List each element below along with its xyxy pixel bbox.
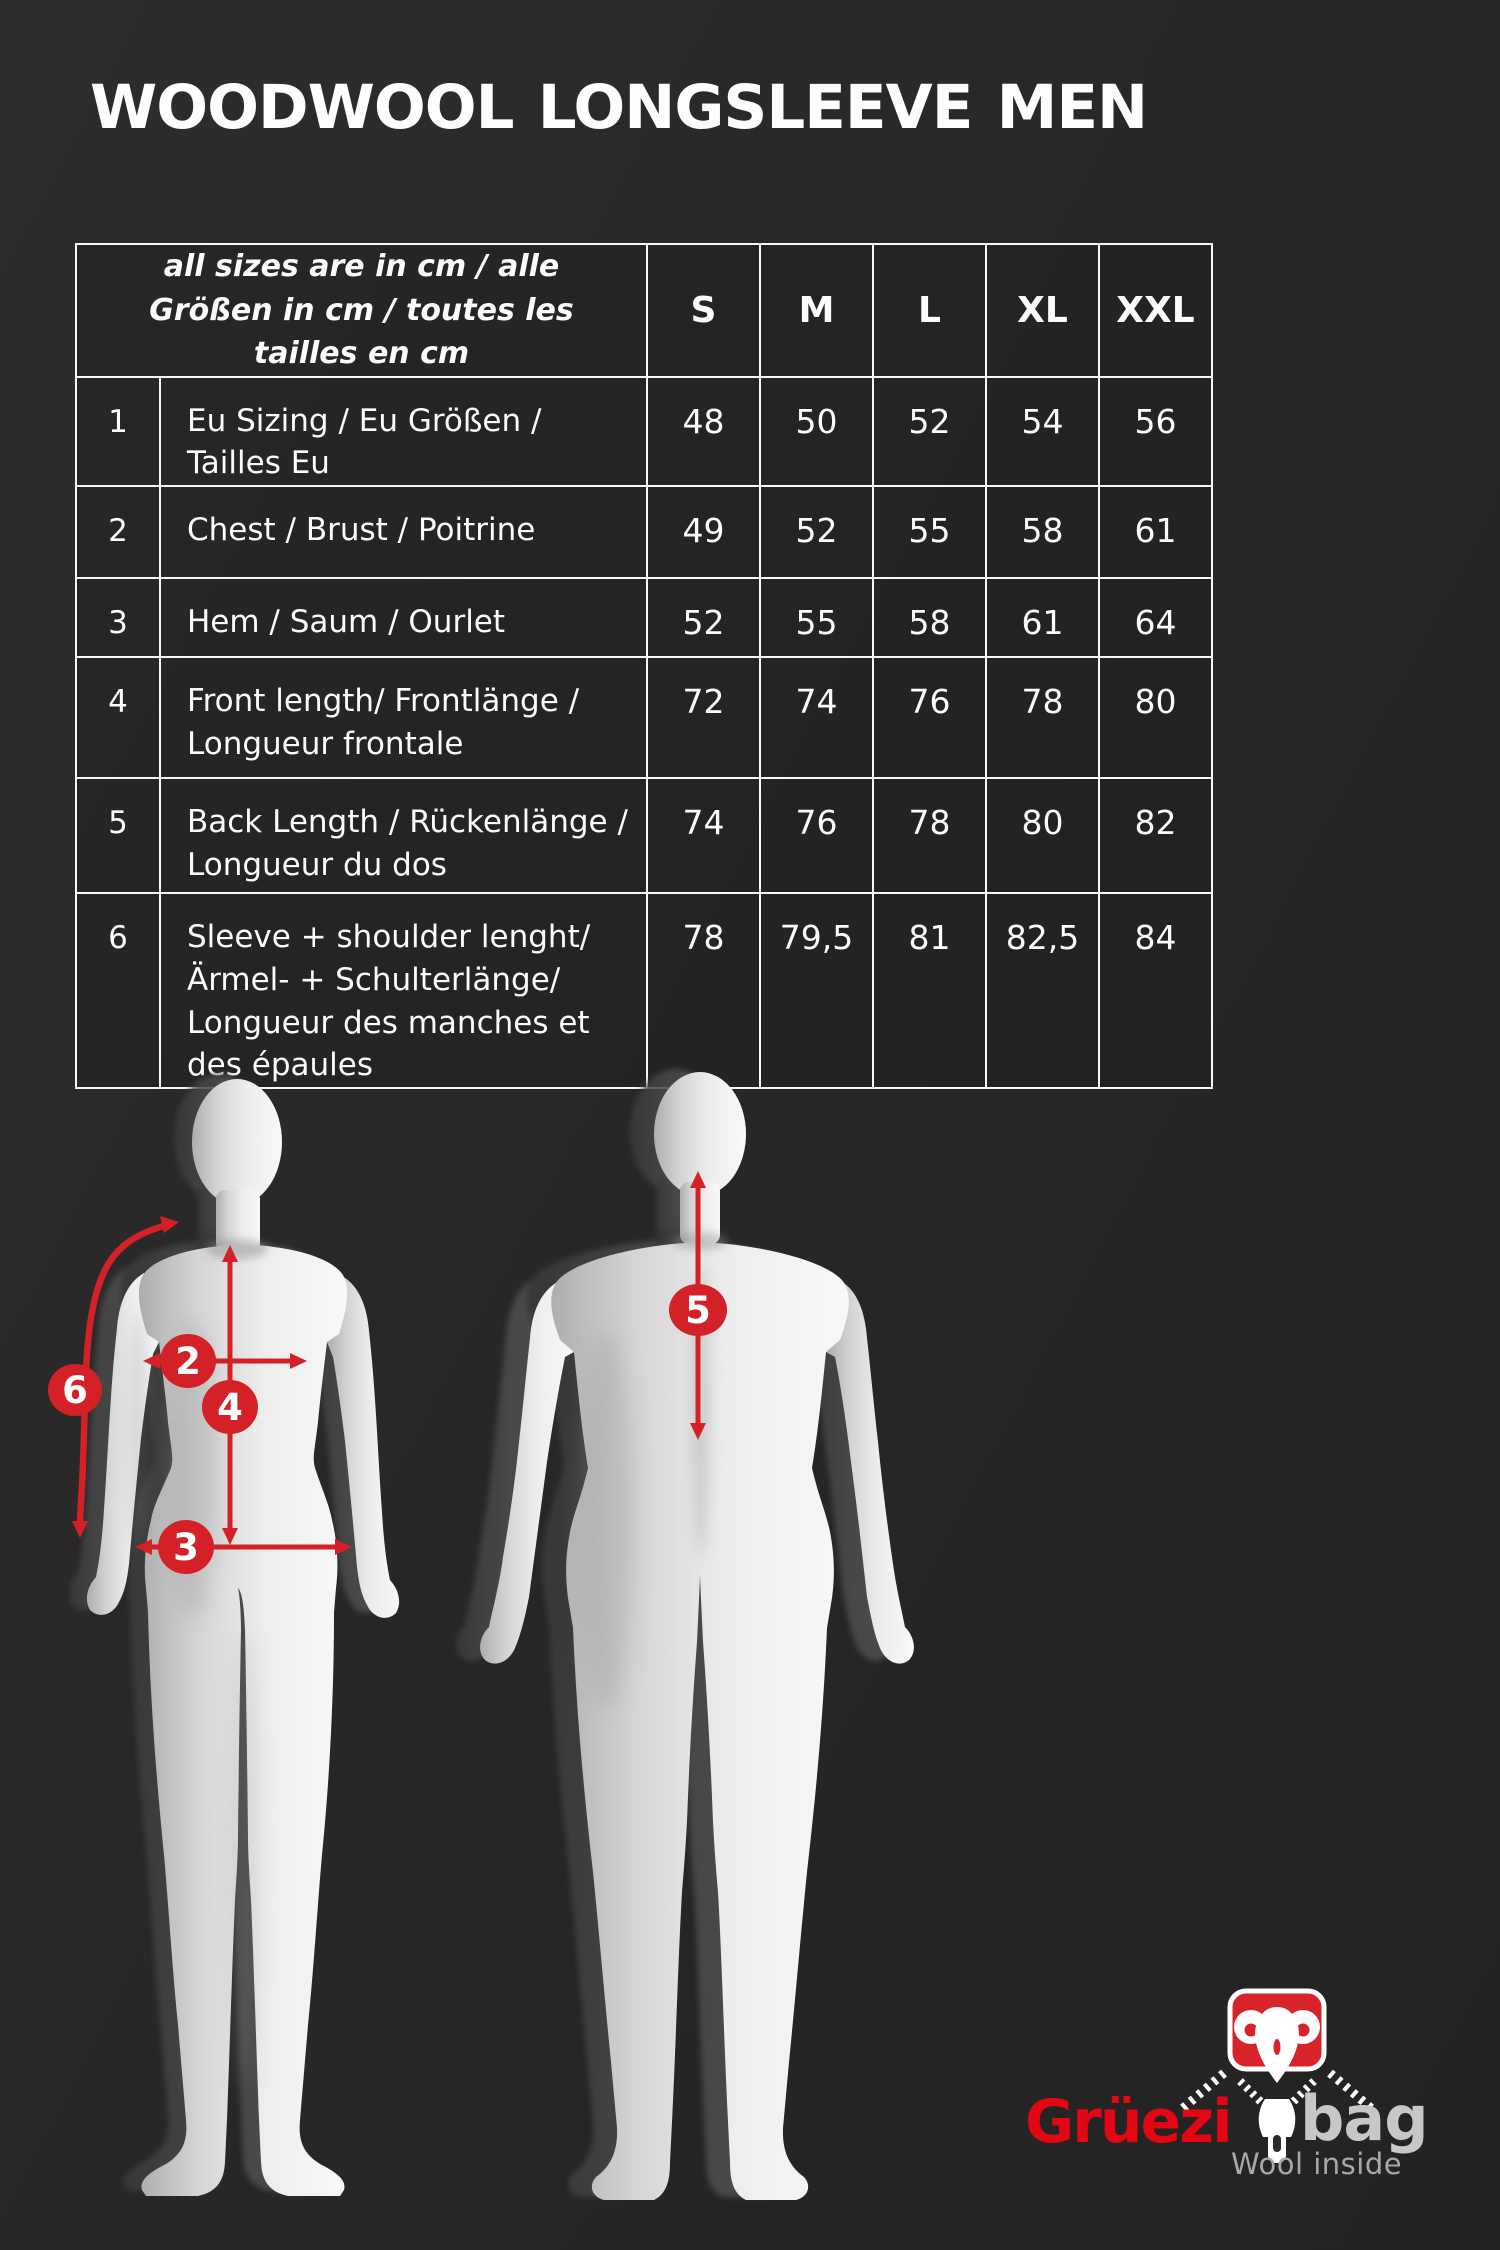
units-note: all sizes are in cm / alle Größen in cm / toutes les tailles en cm <box>76 244 647 377</box>
size-value: 74 <box>760 657 873 778</box>
table-row <box>76 578 1212 657</box>
table-row <box>76 377 1212 487</box>
row-label: Chest / Brust / Poitrine <box>160 486 647 578</box>
size-value: 52 <box>873 377 986 487</box>
size-value: 80 <box>1099 657 1212 778</box>
size-value: 61 <box>986 578 1099 657</box>
size-col-header-xxl: XXL <box>1099 244 1212 377</box>
size-value: 82,5 <box>986 893 1099 1088</box>
page-title: WOODWOOL LONGSLEEVE MEN <box>90 72 1148 143</box>
marker-chest <box>160 1334 216 1388</box>
marker-back-length-label: 5 <box>685 1289 711 1332</box>
size-value: 58 <box>986 486 1099 578</box>
mannequin-back <box>456 1069 914 2200</box>
row-number: 6 <box>76 893 160 1088</box>
size-value: 81 <box>873 893 986 1088</box>
logo-brand-red: Grüezi <box>1025 2087 1231 2157</box>
row-number: 2 <box>76 486 160 578</box>
row-number: 1 <box>76 377 160 487</box>
table-row <box>76 486 1212 578</box>
table-row <box>76 657 1212 778</box>
measurement-diagram <box>40 1040 960 2220</box>
size-value: 78 <box>986 657 1099 778</box>
size-col-header-l: L <box>873 244 986 377</box>
size-value: 56 <box>1099 377 1212 487</box>
row-label: Eu Sizing / Eu Größen / Tailles Eu <box>160 377 647 487</box>
marker-front-length-label: 4 <box>217 1386 243 1429</box>
size-col-header-s: S <box>647 244 760 377</box>
size-value: 55 <box>873 486 986 578</box>
size-value: 82 <box>1099 778 1212 893</box>
logo-brand-gray: bag <box>1300 2082 1428 2155</box>
size-value: 76 <box>760 778 873 893</box>
size-value: 78 <box>873 778 986 893</box>
marker-sleeve <box>48 1364 102 1416</box>
size-value: 64 <box>1099 578 1212 657</box>
size-value: 61 <box>1099 486 1212 578</box>
size-value: 76 <box>873 657 986 778</box>
row-number: 5 <box>76 778 160 893</box>
row-number: 4 <box>76 657 160 778</box>
marker-chest-label: 2 <box>175 1340 201 1383</box>
marker-back-length <box>669 1284 727 1336</box>
size-value: 72 <box>647 657 760 778</box>
size-value: 84 <box>1099 893 1212 1088</box>
row-number: 3 <box>76 578 160 657</box>
row-label: Front length/ Frontlänge / Longueur frontale <box>160 657 647 778</box>
size-value: 54 <box>986 377 1099 487</box>
size-col-header-xl: XL <box>986 244 1099 377</box>
row-label: Hem / Saum / Ourlet <box>160 578 647 657</box>
size-value: 48 <box>647 377 760 487</box>
logo-tagline: Wool inside <box>1231 2147 1403 2181</box>
size-value: 52 <box>760 486 873 578</box>
mannequin-front <box>69 1074 399 2196</box>
size-value: 55 <box>760 578 873 657</box>
table-row <box>76 778 1212 893</box>
size-table <box>75 243 1213 1089</box>
size-value: 58 <box>873 578 986 657</box>
size-value: 79,5 <box>760 893 873 1088</box>
size-value: 52 <box>647 578 760 657</box>
row-label: Sleeve + shoulder lenght/ Ärmel- + Schulterlänge/ Longueur des manches et des épaules <box>160 893 647 1088</box>
marker-hem <box>158 1520 214 1574</box>
size-value: 74 <box>647 778 760 893</box>
ram-badge-icon <box>1230 1991 1324 2083</box>
marker-hem-label: 3 <box>173 1526 199 1569</box>
table-header-row <box>76 244 1212 377</box>
size-value: 49 <box>647 486 760 578</box>
marker-sleeve-label: 6 <box>62 1369 88 1412</box>
size-value: 80 <box>986 778 1099 893</box>
marker-front-length <box>202 1380 258 1434</box>
size-col-header-m: M <box>760 244 873 377</box>
size-value: 50 <box>760 377 873 487</box>
size-value: 78 <box>647 893 760 1088</box>
row-label: Back Length / Rückenlänge / Longueur du dos <box>160 778 647 893</box>
